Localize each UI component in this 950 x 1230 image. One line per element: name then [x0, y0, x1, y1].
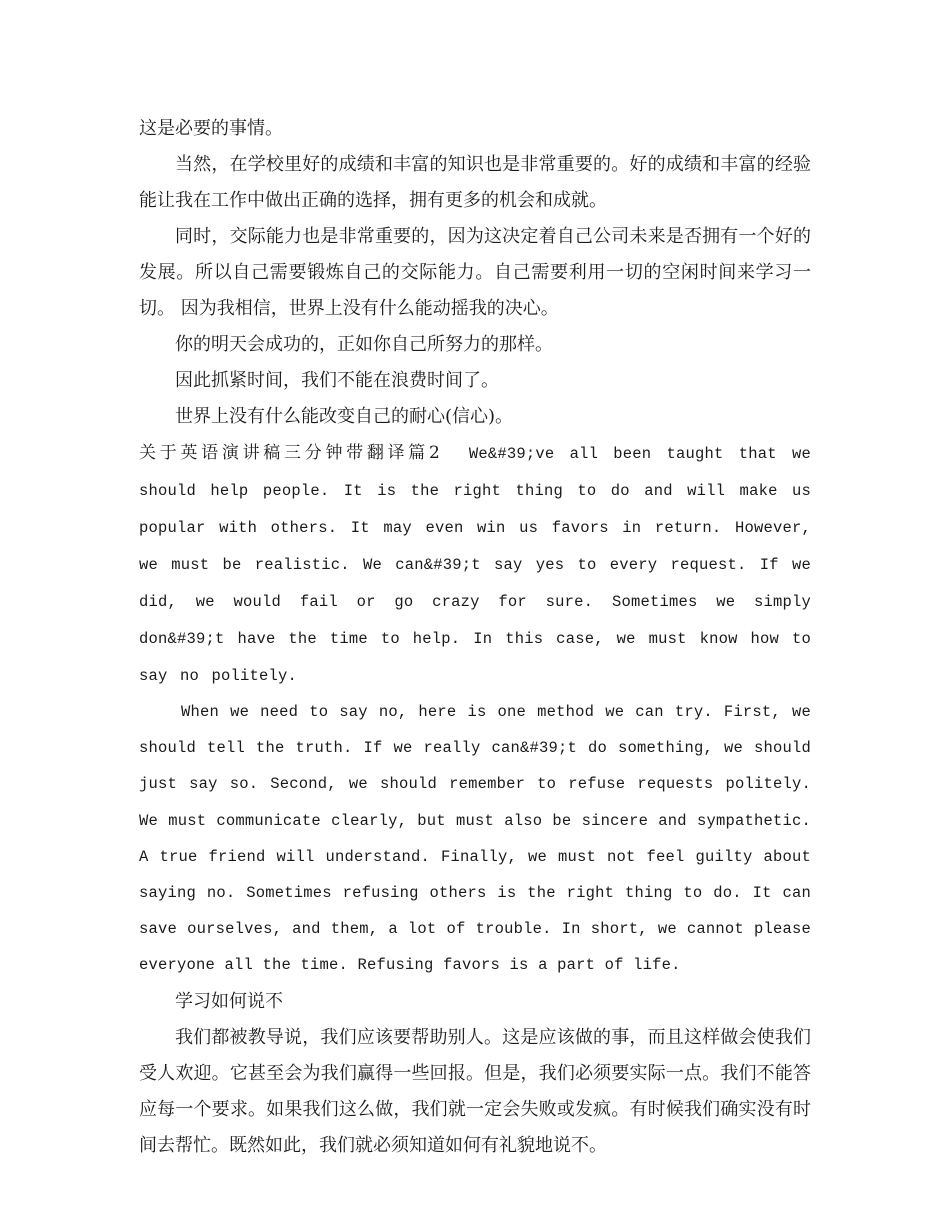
translation-paragraph: 我们都被教导说，我们应该要帮助别人。这是应该做的事，而且这样做会使我们受人欢迎。它甚至会为我们赢得一些回报。但是，我们必须要实际一点。我们不能答应每一个要求。如果我们这么做，我们就一定会失败或发疯。有时候我们确实没有时间去帮忙。既然如此，我们就必须知道如何有礼貌地说不。 — [139, 1026, 811, 1156]
paragraph-time: 因此抓紧时间，我们不能在浪费时间了。 — [175, 370, 499, 391]
document-page — [139, 111, 811, 1164]
translation-title: 学习如何说不 — [175, 990, 283, 1012]
english-paragraph-1: We&#39;ve all been taught that we should help people. It is the right thing to do and will make us popular with others. It may even win us favors in return. However, we must be realistic. We can&#39;t say yes to every request. If we did, we would fail or go crazy for sure. Sometimes we simply don&#39;t have the time to help. In this case, we must know how to say no politely. — [139, 445, 811, 685]
paragraph-continuation: 这是必要的事情。 — [139, 118, 283, 139]
paragraph-patience: 世界上没有什么能改变自己的耐心(信心)。 — [175, 406, 514, 427]
section-heading: 关于英语演讲稿三分钟带翻译篇2 — [139, 443, 441, 463]
section-block — [139, 435, 811, 694]
paragraph-communication: 同时，交际能力也是非常重要的，因为这决定着自己公司未来是否拥有一个好的发展。所以自己需要锻炼自己的交际能力。自己需要利用一切的空闲时间来学习一切。 因为我相信，世界上没有什么能动摇我的决心。 — [139, 226, 811, 319]
paragraph-grades: 当然，在学校里好的成绩和丰富的知识也是非常重要的。好的成绩和丰富的经验能让我在工作中做出正确的选择，拥有更多的机会和成就。 — [139, 154, 811, 211]
english-paragraph-2: When we need to say no, here is one method we can try. First, we should tell the truth. If we really can&#39;t do something, we should just say so. Second, we should remember to refuse requests politely. We must communicate clearly, but must also be sincere and sympathetic. A true friend will understand. Finally, we must not feel guilty about saying no. Sometimes refusing others is the right thing to do. It can save ourselves, and them, a lot of trouble. In short, we cannot please everyone all the time. Refusing favors is a part of life. — [139, 703, 811, 975]
paragraph-success: 你的明天会成功的，正如你自己所努力的那样。 — [175, 334, 553, 355]
